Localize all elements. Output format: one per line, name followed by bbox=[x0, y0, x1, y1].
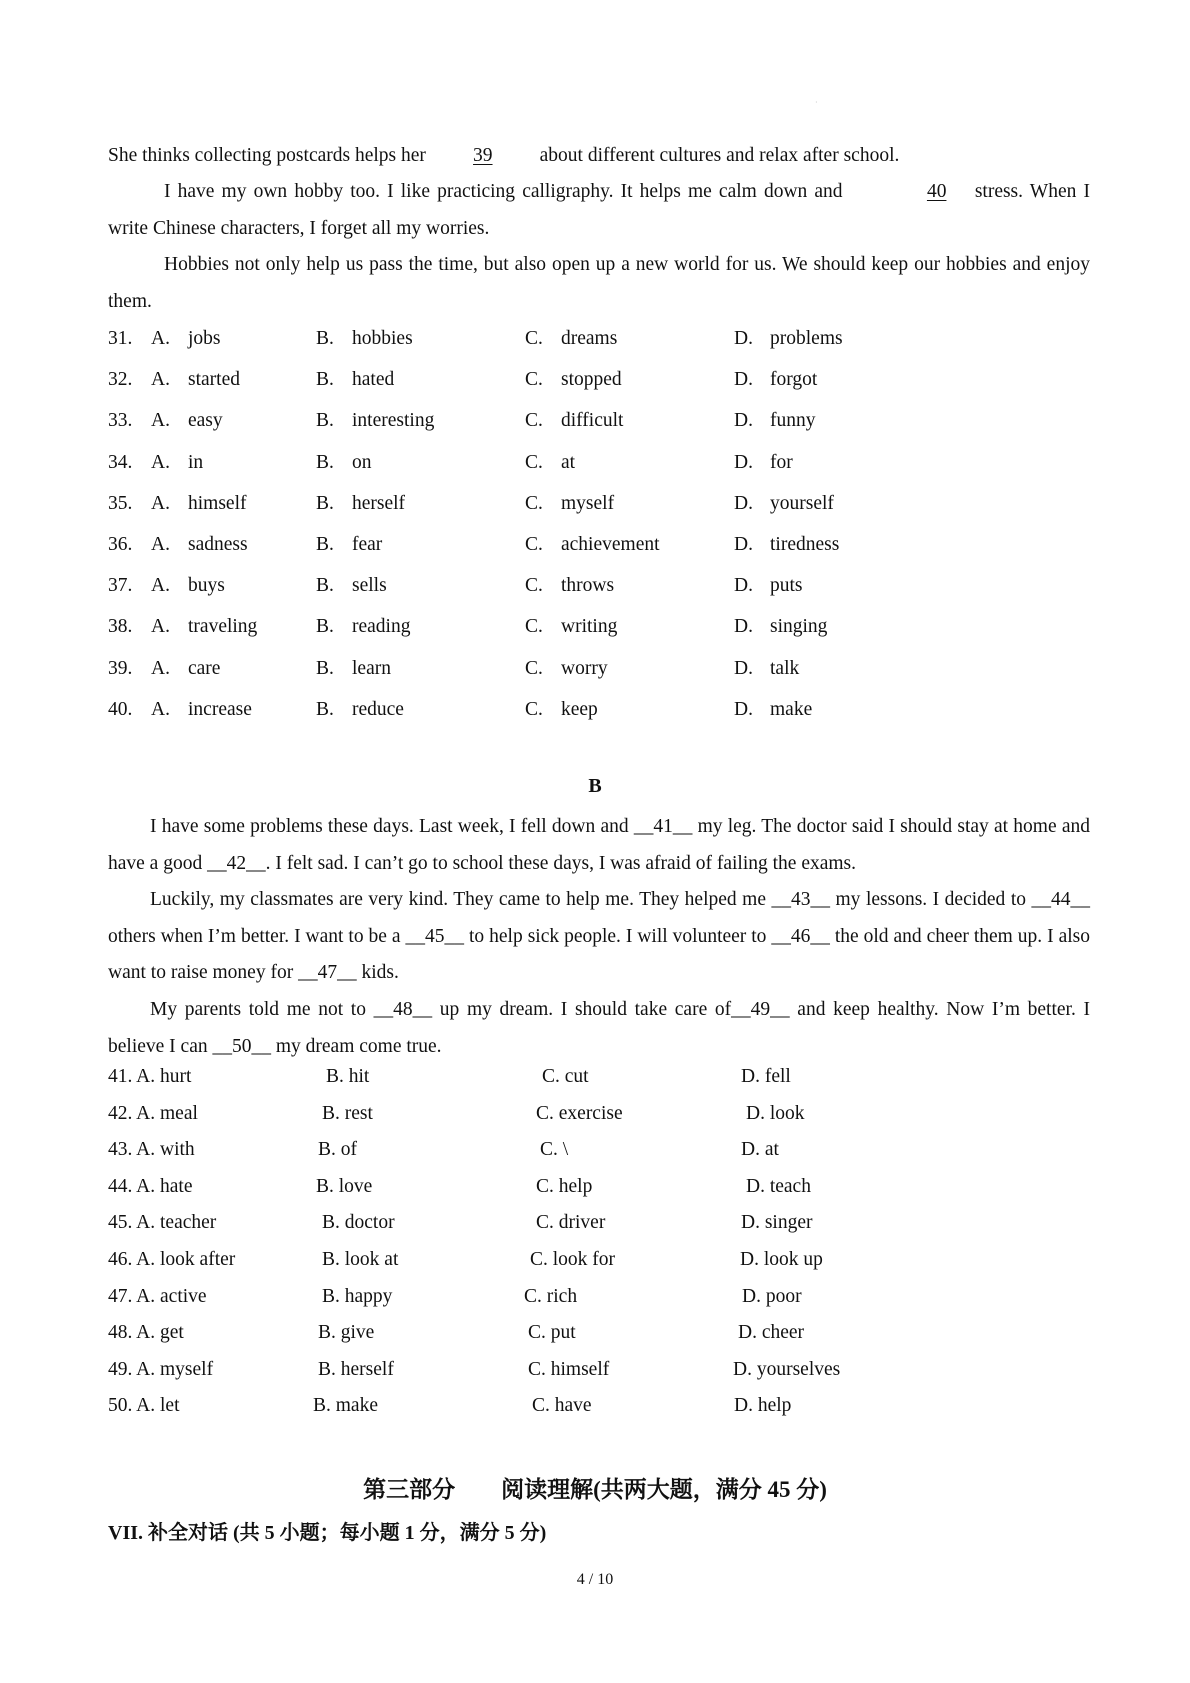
option-d: D. fell bbox=[741, 1066, 791, 1087]
option-letter: D. bbox=[734, 534, 753, 555]
option-letter: A. bbox=[151, 698, 170, 720]
scan-mark: · bbox=[815, 98, 818, 107]
section-b-title: B bbox=[588, 775, 602, 797]
question-row bbox=[108, 410, 1090, 438]
option-letter: B. bbox=[316, 410, 334, 432]
option-text: forgot bbox=[770, 369, 818, 391]
option-text: singing bbox=[770, 616, 828, 638]
option-text: reading bbox=[352, 616, 411, 638]
option-text: sadness bbox=[188, 534, 248, 555]
option-letter: A. bbox=[151, 328, 170, 349]
question-row bbox=[108, 1286, 1090, 1314]
question-row bbox=[108, 658, 1090, 686]
question-with-option-a: 47. A. active bbox=[108, 1285, 207, 1307]
option-d: D. at bbox=[741, 1139, 779, 1161]
question-number: 37. bbox=[108, 575, 133, 597]
question-with-option-a: 48. A. get bbox=[108, 1322, 184, 1344]
text-segment: I have my own hobby too. I like practicing calligraphy. It helps me calm down and bbox=[164, 181, 850, 202]
section-b-paragraph-1: I have some problems these days. Last week, I fell down and __41__ my leg. The doctor said I should stay at home and have a good __42__. I felt sad. I can’t go to school these days, I was afraid of failing the exams. bbox=[108, 816, 1090, 874]
question-row bbox=[108, 1066, 1090, 1094]
option-d: D. yourselves bbox=[733, 1358, 841, 1380]
option-letter: B. bbox=[316, 616, 334, 638]
option-letter: D. bbox=[734, 451, 753, 473]
option-letter: B. bbox=[316, 534, 334, 555]
option-text: achievement bbox=[561, 534, 660, 555]
option-text: talk bbox=[770, 657, 800, 679]
question-number: 34. bbox=[108, 451, 133, 473]
section-b-paragraph-3: My parents told me not to __48__ up my dream. I should take care of__49__ and keep healthy. Now I’m better. I believe I can __50__ my dream come true. bbox=[108, 999, 1090, 1057]
question-row bbox=[108, 575, 1090, 603]
option-text: himself bbox=[188, 492, 247, 514]
question-row bbox=[108, 1176, 1090, 1204]
option-text: difficult bbox=[561, 410, 624, 432]
option-letter: D. bbox=[734, 369, 753, 391]
option-letter: C. bbox=[525, 616, 543, 638]
section-seven-title: VII. 补全对话 (共 5 小题；每小题 1 分，满分 5 分) bbox=[108, 1522, 547, 1544]
option-letter: C. bbox=[525, 534, 543, 555]
question-row bbox=[108, 1103, 1090, 1131]
option-letter: D. bbox=[734, 492, 753, 514]
option-text: in bbox=[188, 451, 204, 473]
page-number: 4 / 10 bbox=[576, 1571, 614, 1588]
option-b: B. of bbox=[318, 1139, 357, 1161]
question-with-option-a: 46. A. look after bbox=[108, 1249, 236, 1270]
option-letter: C. bbox=[525, 410, 543, 432]
option-b: B. happy bbox=[322, 1285, 393, 1307]
option-text: herself bbox=[352, 492, 406, 514]
option-text: learn bbox=[352, 657, 391, 679]
section-b-paragraph-2: Luckily, my classmates are very kind. They came to help me. They helped me __43__ my lessons. I decided to __44__ others when I’m better. I want to be a __45__ to help sick people. I will volunteer to __46__ the old and cheer them up. I also want to raise money for __47__ kids. bbox=[108, 889, 1090, 983]
option-text: stopped bbox=[561, 369, 622, 391]
option-text: problems bbox=[770, 328, 843, 349]
option-letter: D. bbox=[734, 698, 753, 720]
question-row bbox=[108, 1322, 1090, 1350]
part-three-title: 第三部分 阅读理解(共两大题，满分 45 分) bbox=[363, 1477, 827, 1502]
option-b: B. doctor bbox=[322, 1212, 395, 1234]
question-number: 39. bbox=[108, 657, 133, 679]
question-with-option-a: 49. A. myself bbox=[108, 1358, 214, 1380]
question-row bbox=[108, 616, 1090, 644]
question-row bbox=[108, 452, 1090, 480]
option-text: worry bbox=[561, 657, 608, 679]
option-letter: B. bbox=[316, 369, 334, 391]
option-letter: D. bbox=[734, 616, 753, 638]
option-c: C. have bbox=[532, 1395, 592, 1417]
option-letter: B. bbox=[316, 657, 334, 679]
question-row bbox=[108, 699, 1090, 727]
question-with-option-a: 43. A. with bbox=[108, 1139, 195, 1161]
passage-a-line-39 bbox=[108, 138, 1090, 175]
question-with-option-a: 50. A. let bbox=[108, 1395, 180, 1417]
option-c: C. put bbox=[528, 1322, 576, 1344]
option-text: funny bbox=[770, 410, 816, 432]
option-text: dreams bbox=[561, 328, 618, 349]
option-text: sells bbox=[352, 575, 387, 597]
option-text: care bbox=[188, 657, 221, 679]
option-d: D. poor bbox=[742, 1285, 802, 1307]
option-letter: C. bbox=[525, 328, 543, 349]
question-number: 38. bbox=[108, 616, 133, 638]
option-letter: D. bbox=[734, 657, 753, 679]
option-letter: B. bbox=[316, 328, 334, 349]
option-letter: B. bbox=[316, 492, 334, 514]
question-row bbox=[108, 1359, 1090, 1387]
option-d: D. singer bbox=[741, 1212, 813, 1234]
option-c: C. himself bbox=[528, 1358, 610, 1380]
option-letter: D. bbox=[734, 575, 753, 597]
option-text: keep bbox=[561, 698, 598, 720]
question-row bbox=[108, 1212, 1090, 1240]
option-text: throws bbox=[561, 575, 615, 597]
option-b: B. give bbox=[318, 1322, 375, 1344]
option-letter: D. bbox=[734, 328, 753, 349]
option-letter: B. bbox=[316, 575, 334, 597]
option-letter: A. bbox=[151, 410, 170, 432]
question-with-option-a: 42. A. meal bbox=[108, 1102, 198, 1124]
option-text: tiredness bbox=[770, 534, 840, 555]
option-c: C. cut bbox=[542, 1066, 589, 1087]
option-text: increase bbox=[188, 698, 252, 720]
option-letter: B. bbox=[316, 451, 334, 473]
option-letter: A. bbox=[151, 369, 170, 391]
option-text: jobs bbox=[188, 328, 221, 349]
question-number: 32. bbox=[108, 369, 133, 391]
question-number: 33. bbox=[108, 410, 133, 432]
question-with-option-a: 44. A. hate bbox=[108, 1175, 193, 1197]
option-d: D. help bbox=[734, 1395, 792, 1417]
question-with-option-a: 41. A. hurt bbox=[108, 1066, 192, 1087]
option-letter: A. bbox=[151, 575, 170, 597]
option-text: reduce bbox=[352, 698, 404, 720]
option-d: D. teach bbox=[746, 1175, 811, 1197]
question-with-option-a: 45. A. teacher bbox=[108, 1212, 217, 1234]
option-b: B. make bbox=[313, 1395, 378, 1417]
option-letter: C. bbox=[525, 369, 543, 391]
option-text: for bbox=[770, 451, 793, 473]
option-text: started bbox=[188, 369, 240, 391]
option-c: C. \ bbox=[540, 1139, 569, 1161]
option-letter: A. bbox=[151, 534, 170, 555]
option-text: traveling bbox=[188, 616, 258, 638]
option-c: C. look for bbox=[530, 1249, 616, 1270]
passage-a-paragraph-conclusion: Hobbies not only help us pass the time, but also open up a new world for us. We should keep our hobbies and enjoy them. bbox=[108, 254, 1090, 312]
question-row bbox=[108, 328, 1090, 356]
option-c: C. rich bbox=[524, 1285, 578, 1307]
option-text: hated bbox=[352, 369, 395, 391]
option-letter: C. bbox=[525, 451, 543, 473]
option-d: D. cheer bbox=[738, 1322, 805, 1344]
option-letter: A. bbox=[151, 657, 170, 679]
option-text: yourself bbox=[770, 492, 834, 514]
option-d: D. look up bbox=[740, 1249, 823, 1270]
option-b: B. hit bbox=[326, 1066, 370, 1087]
option-letter: A. bbox=[151, 616, 170, 638]
question-row bbox=[108, 1395, 1090, 1423]
option-text: puts bbox=[770, 575, 803, 597]
question-number: 31. bbox=[108, 328, 133, 349]
option-letter: A. bbox=[151, 492, 170, 514]
text-segment: about different cultures and relax after school. bbox=[534, 145, 900, 166]
option-c: C. driver bbox=[536, 1212, 606, 1234]
question-number: 40. bbox=[108, 698, 133, 720]
option-letter: C. bbox=[525, 575, 543, 597]
question-number: 35. bbox=[108, 492, 133, 514]
question-row bbox=[108, 534, 1090, 562]
option-letter: A. bbox=[151, 451, 170, 473]
question-row bbox=[108, 369, 1090, 397]
option-text: myself bbox=[561, 492, 615, 514]
option-letter: C. bbox=[525, 492, 543, 514]
option-text: hobbies bbox=[352, 328, 413, 349]
option-text: make bbox=[770, 698, 813, 720]
option-c: C. help bbox=[536, 1175, 593, 1197]
option-letter: B. bbox=[316, 698, 334, 720]
option-letter: C. bbox=[525, 698, 543, 720]
option-c: C. exercise bbox=[536, 1102, 623, 1124]
question-number: 36. bbox=[108, 534, 133, 555]
option-text: interesting bbox=[352, 410, 435, 432]
question-row bbox=[108, 493, 1090, 521]
option-b: B. look at bbox=[322, 1249, 399, 1270]
option-text: at bbox=[561, 451, 576, 473]
option-b: B. herself bbox=[318, 1358, 394, 1380]
question-row bbox=[108, 1249, 1090, 1277]
option-letter: D. bbox=[734, 410, 753, 432]
option-d: D. look bbox=[746, 1102, 805, 1124]
option-text: on bbox=[352, 451, 372, 473]
text-segment: stress. When I write Chinese characters, I forget all my worries. bbox=[108, 181, 1090, 239]
option-text: buys bbox=[188, 575, 225, 597]
option-b: B. rest bbox=[322, 1102, 373, 1124]
blank-40: 40 bbox=[926, 181, 947, 202]
blank-39: 39 bbox=[473, 145, 493, 166]
text-segment: She thinks collecting postcards helps her bbox=[108, 145, 431, 166]
option-text: writing bbox=[561, 616, 618, 638]
option-b: B. love bbox=[316, 1175, 373, 1197]
option-letter: C. bbox=[525, 657, 543, 679]
passage-a-paragraph-calligraphy bbox=[108, 174, 1090, 247]
question-row bbox=[108, 1139, 1090, 1167]
option-text: fear bbox=[352, 534, 383, 555]
option-text: easy bbox=[188, 410, 223, 432]
